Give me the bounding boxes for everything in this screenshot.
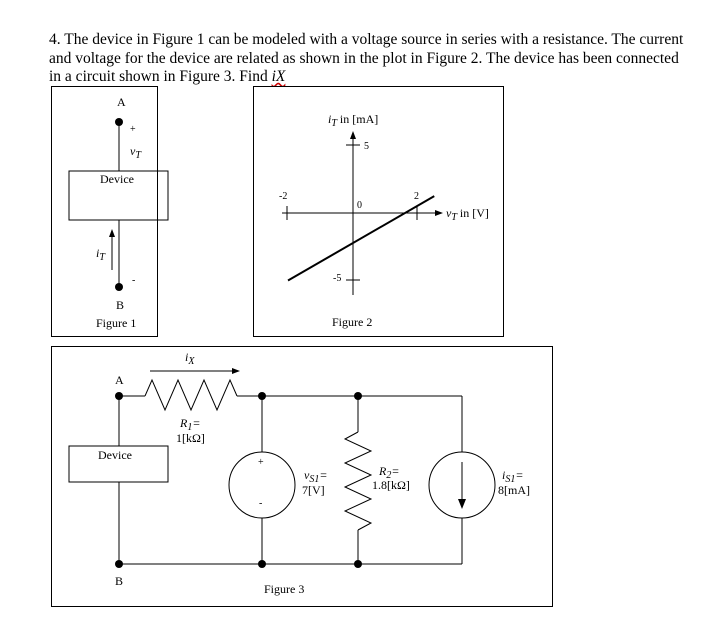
fig2-y-label	[328, 112, 378, 129]
fig3-caption: Figure 3	[264, 582, 305, 596]
fig3-ix-label	[185, 350, 195, 367]
fig1-it-i: i	[96, 246, 100, 260]
fig2-y-label-unit: in [mA]	[336, 112, 379, 126]
fig2-x-axis-arrowhead	[435, 210, 443, 216]
fig3-ix-sub: X	[188, 356, 195, 367]
fig3-node-a: A	[115, 373, 124, 387]
fig1-it-sub: T	[99, 252, 105, 263]
fig2-tick-y-neg-label: -5	[333, 273, 342, 284]
fig3-r2-resistor	[345, 432, 371, 530]
problem-target: iX	[271, 68, 286, 85]
fig3-vs-sub: S1	[309, 474, 320, 485]
fig1-device-label: Device	[100, 172, 134, 186]
fig2-y-label-sub: T	[331, 118, 337, 129]
fig2-x-label-sub: T	[451, 212, 457, 223]
fig1-node-a: A	[117, 95, 126, 109]
fig2-caption: Figure 2	[332, 315, 373, 329]
fig1-vt-sub: T	[135, 150, 141, 161]
fig3-vs-v: v	[304, 468, 310, 482]
fig1-current-arrowhead	[109, 229, 115, 237]
figure-2	[253, 86, 504, 337]
fig3-r1-r: R	[180, 416, 188, 430]
fig3-r1-resistor	[145, 380, 237, 410]
problem-statement	[49, 31, 689, 87]
fig1-terminal-b	[115, 283, 123, 291]
fig3-r2-r: R	[379, 464, 387, 478]
fig3-r1-sub: 1	[187, 422, 193, 433]
fig2-tick-x-pos-label: 2	[414, 191, 419, 202]
fig1-vt	[130, 144, 142, 161]
fig2-x-label-unit: in [V]	[456, 206, 489, 220]
fig2-x-label	[446, 206, 489, 223]
fig3-ix-arrowhead	[232, 368, 240, 374]
fig3-vs-plus: +	[258, 457, 264, 468]
fig1-caption: Figure 1	[96, 316, 137, 330]
fig3-is-value: 8[mA]	[498, 483, 530, 497]
fig3-is-sub: S1	[505, 474, 516, 485]
fig3-vs-eq: =	[319, 468, 328, 482]
problem-text: 4. The device in Figure 1 can be modeled with a voltage source in series with a resistance. The current and voltage for the device are related as shown in the plot in Figure 2. The device has been connected in a circuit shown in Figure 3. Find	[49, 31, 684, 85]
fig2-y-label-i: i	[328, 112, 332, 126]
fig3-r2-sub: 2	[386, 470, 392, 481]
fig3-ix-i: i	[185, 350, 189, 364]
fig3-vs-minus: -	[259, 498, 263, 509]
fig3-vs-value: 7[V]	[302, 483, 325, 497]
fig2-tick-x-neg-label: -2	[279, 191, 288, 202]
fig3-r2-value: 1.8[kΩ]	[372, 478, 410, 492]
fig3-r2-eq: =	[391, 464, 400, 478]
fig3-r1-eq: =	[192, 416, 201, 430]
fig3-r1-value: 1[kΩ]	[176, 431, 205, 445]
fig3-is-i: i	[502, 468, 506, 482]
fig3-node-b: B	[115, 574, 124, 588]
fig3-is-arrowhead	[458, 499, 466, 509]
figure-1	[51, 86, 158, 337]
fig2-tick-y-pos-label: 5	[364, 141, 369, 152]
fig2-tick-origin-label: 0	[357, 200, 362, 211]
fig1-vt-v: v	[130, 144, 136, 158]
fig3-node-bottom-1	[258, 560, 266, 568]
fig3-is-eq: =	[515, 468, 524, 482]
figure-1-drawing	[52, 87, 157, 336]
fig1-minus: -	[132, 275, 136, 286]
fig2-y-axis-arrowhead	[350, 131, 356, 139]
figure-3-circuit	[52, 347, 552, 606]
fig2-x-label-v: v	[446, 206, 452, 220]
fig3-device-label: Device	[98, 448, 132, 462]
fig3-node-bottom-2	[354, 560, 362, 568]
fig1-plus: +	[130, 124, 136, 135]
figure-3	[51, 346, 553, 607]
fig1-node-b: B	[116, 298, 125, 312]
fig1-it	[96, 246, 106, 263]
figure-2-plot	[254, 87, 503, 336]
